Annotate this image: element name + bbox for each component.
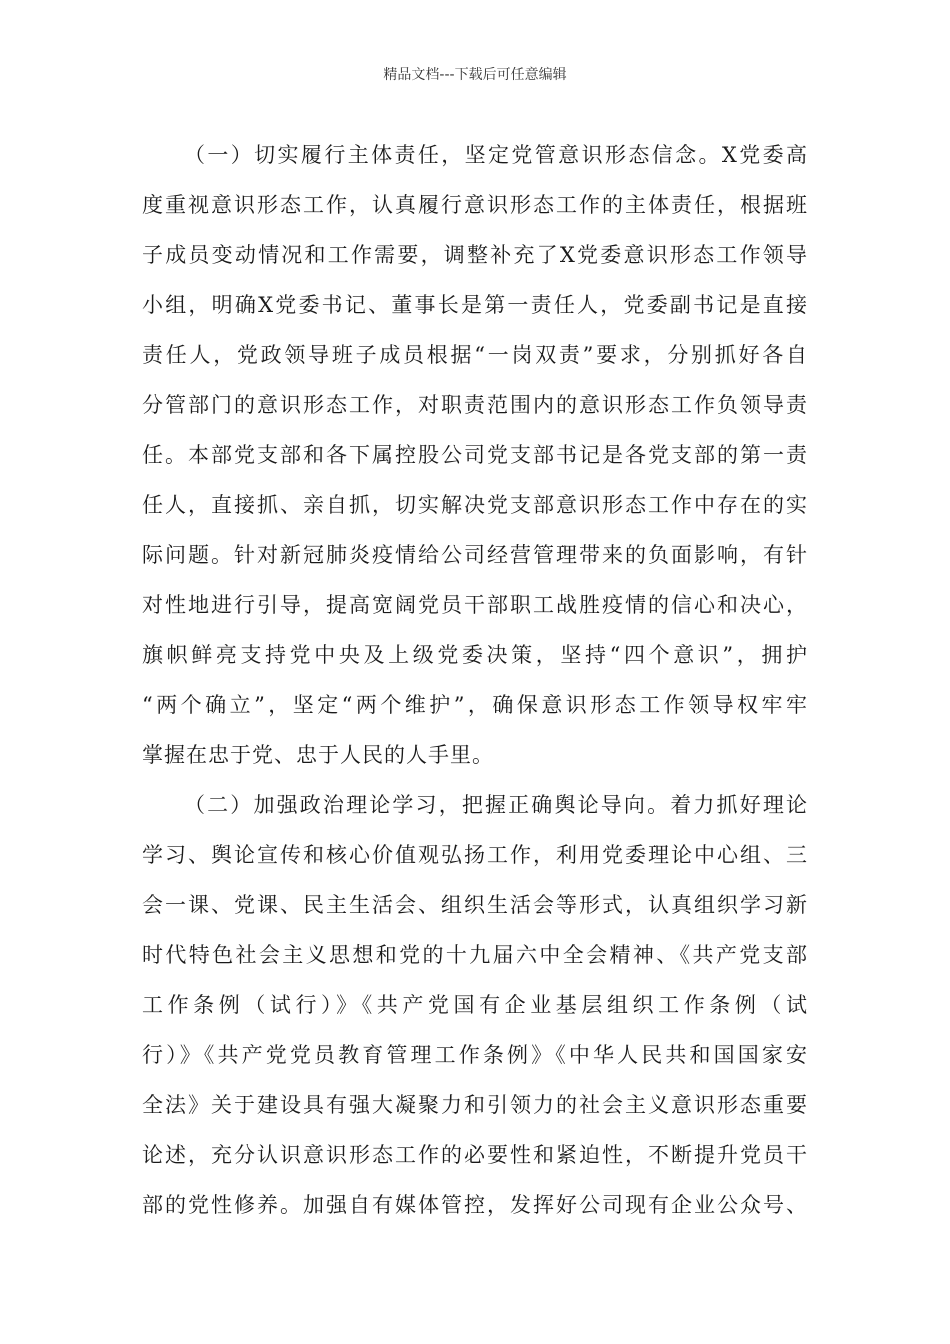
paragraph-2-line: 行）》《共产党党员教育管理工作条例》《中华人民共和国国家安 [142,1043,808,1067]
paragraph-1-line: 分管部门的意识形态工作，对职责范围内的意识形态工作负领导责 [142,393,808,417]
paragraph-2-line: 部的党性修养。加强自有媒体管控，发挥好公司现有企业公众号、 [142,1193,808,1217]
paragraph-1-line: （一）切实履行主体责任，坚定党管意识形态信念。X党委高 [184,143,808,167]
paragraph-2-line: 时代特色社会主义思想和党的十九届六中全会精神、《共产党支部 [142,943,808,967]
page-header: 精品文档---下载后可任意编辑 [383,67,567,83]
paragraph-1-line: 对性地进行引导，提高宽阔党员干部职工战胜疫情的信心和决心， [142,593,808,617]
paragraph-1-line: 际问题。针对新冠肺炎疫情给公司经营管理带来的负面影响，有针 [142,543,808,567]
paragraph-1-line: 旗帜鲜亮支持党中央及上级党委决策，坚持“四个意识”，拥护 [142,643,808,667]
paragraph-2-line: 学习、舆论宣传和核心价值观弘扬工作，利用党委理论中心组、三 [142,843,808,867]
paragraph-1-line: 责任人，党政领导班子成员根据“一岗双责”要求，分别抓好各自 [142,343,808,367]
paragraph-1-line: 度重视意识形态工作，认真履行意识形态工作的主体责任，根据班 [142,193,808,217]
paragraph-2-line: （二）加强政治理论学习，把握正确舆论导向。着力抓好理论 [184,793,808,817]
paragraph-1-line: 任。本部党支部和各下属控股公司党支部书记是各党支部的第一责 [142,443,808,467]
paragraph-1-line: “两个确立”，坚定“两个维护”，确保意识形态工作领导权牢牢 [142,693,808,717]
paragraph-2-line: 工作条例（试行）》《共产党国有企业基层组织工作条例（试 [142,993,808,1017]
document-body [142,130,808,1230]
paragraph-2-line: 论述，充分认识意识形态工作的必要性和紧迫性，不断提升党员干 [142,1143,808,1167]
paragraph-1-line: 任人，直接抓、亲自抓，切实解决党支部意识形态工作中存在的实 [142,493,808,517]
paragraph-1-line: 小组，明确X党委书记、董事长是第一责任人，党委副书记是直接 [142,293,808,317]
paragraph-1-line: 子成员变动情况和工作需要，调整补充了X党委意识形态工作领导 [142,243,808,267]
paragraph-2-line: 会一课、党课、民主生活会、组织生活会等形式，认真组织学习新 [142,893,808,917]
paragraph-2-line: 全法》关于建设具有强大凝聚力和引领力的社会主义意识形态重要 [142,1093,808,1117]
paragraph-1-line: 掌握在忠于党、忠于人民的人手里。 [142,743,494,767]
